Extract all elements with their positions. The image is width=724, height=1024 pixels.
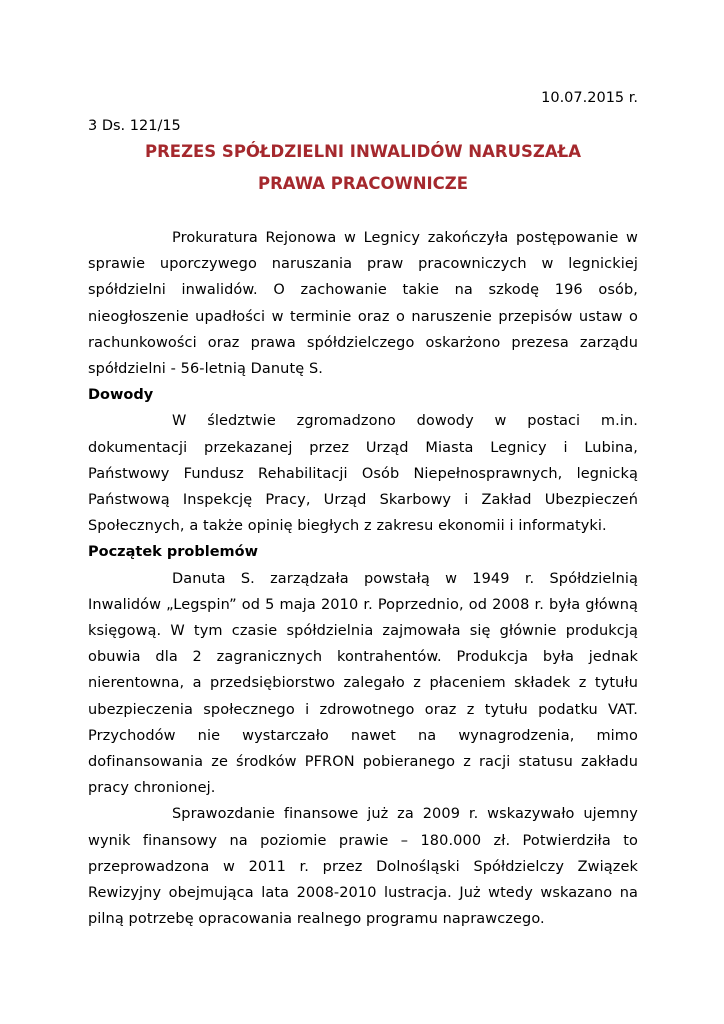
- document-body: [88, 225, 638, 932]
- document-date: 10.07.2015 r.: [541, 90, 638, 106]
- document-page: [88, 0, 638, 1024]
- evidence-paragraph: W śledztwie zgromadzono dowody w postaci m.in. dokumentacji przekazanej przez Urząd Miasta Legnicy i Lubina, Państwowy Fundusz Rehabilitacji Osób Niepełnosprawnych, legnicką Państwową Inspekcję Pracy, Urząd Skarbowy i Zakład Ubezpieczeń Społecznych, a także opinię biegłych z zakresu ekonomii i informatyki.: [88, 413, 638, 535]
- problems-paragraph-1: Danuta S. zarządzała powstałą w 1949 r. Spółdzielnią Inwalidów „Legspin” od 5 maja 2010 r. Poprzednio, od 2008 r. była główną księgową. W tym czasie spółdzielnia zajmowała się głównie produkcją obuwia dla 2 zagranicznych kontrahentów. Produkcja była jednak nierentowna, a przedsiębiorstwo zalegało z płaceniem składek z tytułu ubezpieczenia społecznego i zdrowotnego oraz z tytułu podatku VAT. Przychodów nie wystarczało nawet na wynagrodzenia, mimo dofinansowania ze środków PFRON pobieranego z racji statusu zakładu pracy chronionej.: [88, 570, 638, 797]
- intro-paragraph: Prokuratura Rejonowa w Legnicy zakończyła postępowanie w sprawie uporczywego naruszania praw pracowniczych w legnickiej spółdzielni inwalidów. O zachowanie takie na szkodę 196 osób, nieogłoszenie upadłości w terminie oraz o naruszenie przepisów ustaw o rachunkowości oraz prawa spółdzielczego oskarżono prezesa zarządu spółdzielni - 56-letnią Danutę S.: [88, 230, 638, 378]
- problems-paragraph-2: Sprawozdanie finansowe już za 2009 r. wskazywało ujemny wynik finansowy na poziomie prawie – 180.000 zł. Potwierdziła to przeprowadzona w 2011 r. przez Dolnośląski Spółdzielczy Związek Rewizyjny obejmująca lata 2008-2010 lustracja. Już wtedy wskazano na pilną potrzebę opracowania realnego programu naprawczego.: [88, 806, 638, 928]
- problems-heading: Początek problemów: [88, 544, 259, 561]
- case-number: 3 Ds. 121/15: [88, 118, 181, 134]
- document-title-line2: PRAWA PRACOWNICZE: [258, 174, 468, 193]
- document-title-line1: PREZES SPÓŁDZIELNI INWALIDÓW NARUSZAŁA: [145, 142, 581, 161]
- evidence-heading: Dowody: [88, 387, 154, 404]
